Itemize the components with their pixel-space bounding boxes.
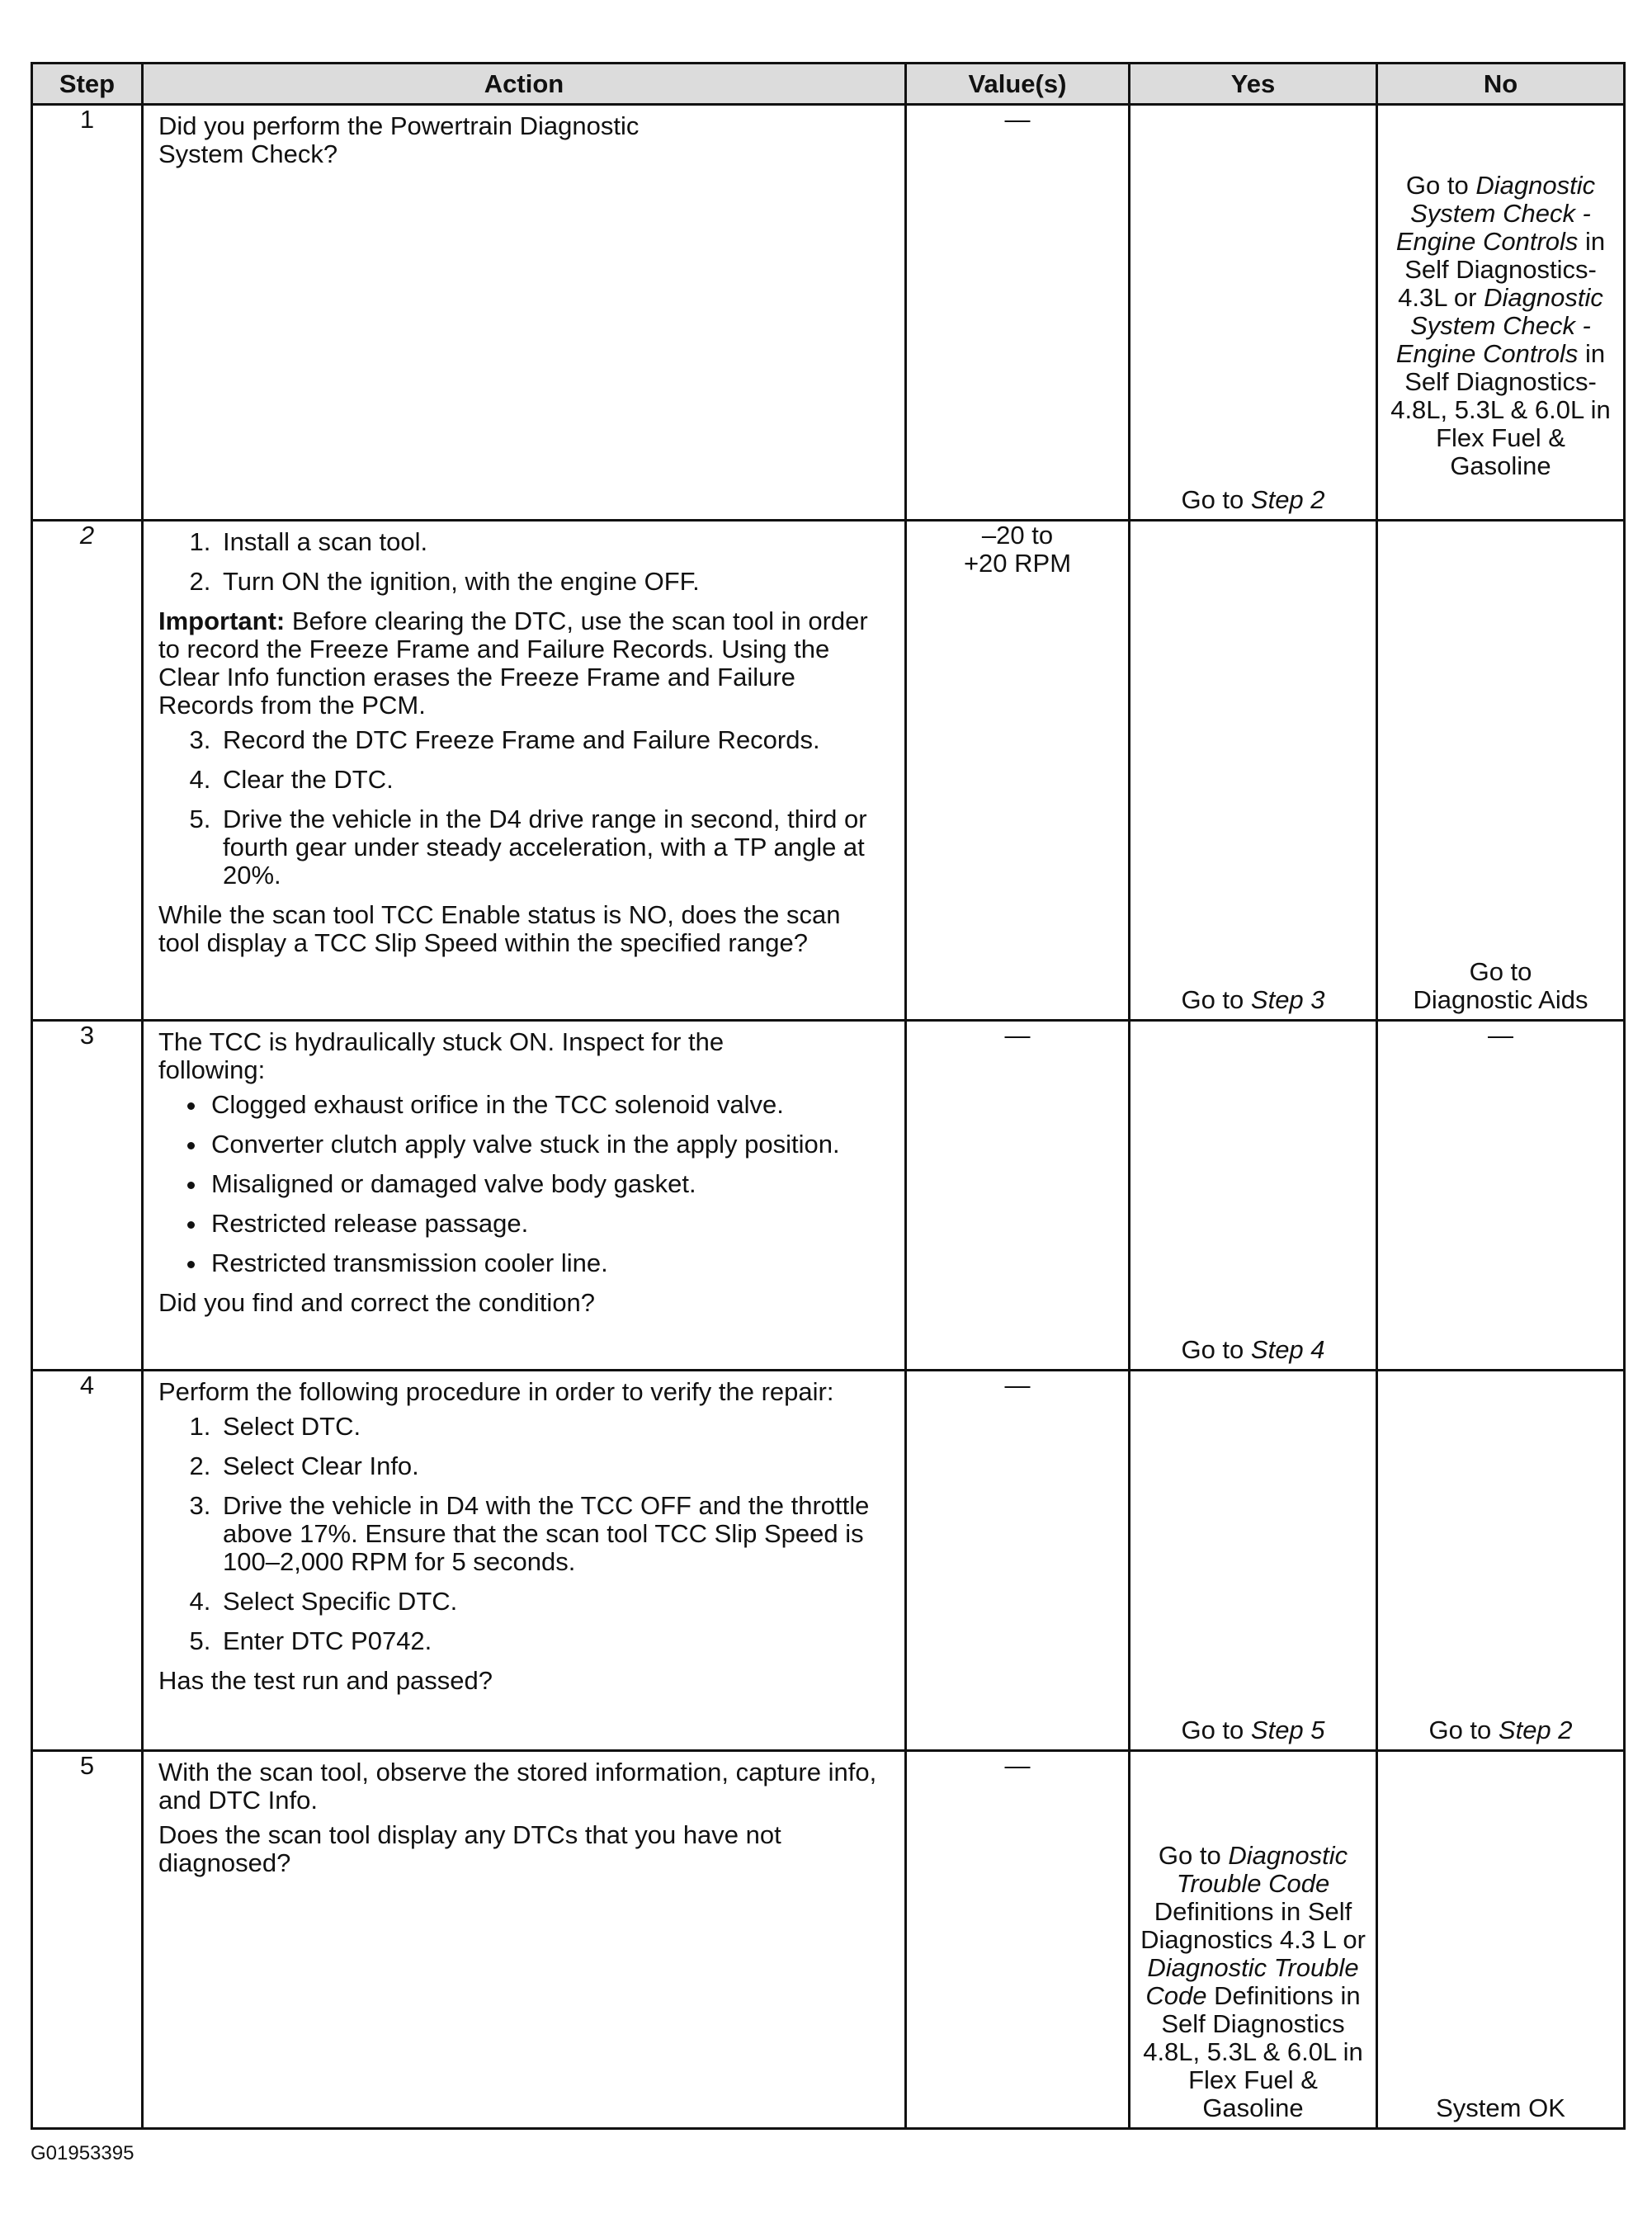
procedure-step: 1. Install a scan tool.	[218, 528, 891, 556]
procedure-list	[158, 1413, 891, 1655]
header-values: Value(s)	[906, 64, 1130, 105]
no-text-part: Go to	[1405, 171, 1476, 200]
table-row-step-4	[32, 1371, 1625, 1751]
important-note	[158, 607, 891, 720]
inspection-item: • Restricted transmission cooler line.	[208, 1249, 891, 1277]
action-question: Has the test run and passed?	[158, 1666, 493, 1695]
action-question: Did you find and correct the condition?	[158, 1288, 596, 1317]
step-number: 2	[32, 521, 143, 1021]
yes-step-link[interactable]: Step 5	[1250, 1716, 1325, 1744]
yes-step-link[interactable]: Step 3	[1250, 985, 1325, 1014]
no-cell: —	[1377, 1021, 1625, 1371]
yes-text-part: Go to	[1158, 1841, 1229, 1870]
action-observe: With the scan tool, observe the stored information, capture info, and DTC Info.	[158, 1758, 877, 1815]
yes-cell	[1130, 1371, 1377, 1751]
procedure-step: 2. Turn ON the ignition, with the engine OFF.	[218, 568, 891, 596]
yes-goto[interactable]	[1130, 486, 1376, 514]
no-goto[interactable]	[1378, 1716, 1623, 1744]
header-no: No	[1377, 64, 1625, 105]
yes-step-link[interactable]: Step 4	[1250, 1335, 1325, 1364]
procedure-step: 4. Select Specific DTC.	[218, 1588, 891, 1616]
yes-link-dtc-definitions[interactable]: Diagnostic Trouble Code	[1176, 1841, 1348, 1898]
no-text-part: in Self Diagnostics-4.8L, 5.3L & 6.0L in Flex Fuel & Gasoline	[1390, 339, 1611, 480]
yes-link-dtc-definitions-2[interactable]: Diagnostic Trouble Code	[1145, 1953, 1359, 2010]
no-result: System OK	[1436, 2093, 1565, 2122]
action-intro: The TCC is hydraulically stuck ON. Inspect for the following:	[158, 1027, 725, 1084]
no-cell	[1377, 1371, 1625, 1751]
action-cell	[143, 1021, 906, 1371]
no-cell	[1377, 1751, 1625, 2129]
action-question: Did you perform the Powertrain Diagnostic System Check?	[158, 111, 640, 168]
action-question: While the scan tool TCC Enable status is NO, does the scan tool display a TCC Slip Speed within the specified range?	[158, 900, 841, 957]
yes-cell	[1130, 1021, 1377, 1371]
step-number: 1	[32, 105, 143, 521]
value-range-line2: +20 RPM	[963, 549, 1072, 578]
yes-cell	[1130, 105, 1377, 521]
procedure-step: 5. Drive the vehicle in the D4 drive range in second, third or fourth gear under steady acceleration, with a TP angle at 20%.	[218, 805, 891, 890]
inspection-list	[158, 1091, 891, 1277]
yes-goto[interactable]	[1130, 1336, 1376, 1364]
figure-id: G01953395	[31, 2142, 135, 2164]
table-row-step-2	[32, 521, 1625, 1021]
inspection-item: • Clogged exhaust orifice in the TCC solenoid valve.	[208, 1091, 891, 1119]
action-cell	[143, 105, 906, 521]
no-goto[interactable]	[1378, 958, 1623, 1014]
table-row-step-3	[32, 1021, 1625, 1371]
yes-goto[interactable]	[1130, 986, 1376, 1014]
important-text: Before clearing the DTC, use the scan tool in order to record the Freeze Frame and Failure Records. Using the Clear Info function erases the Freeze Frame and Failure Records from the PCM.	[158, 606, 868, 720]
no-cell	[1377, 521, 1625, 1021]
no-prefix: Go to	[1428, 1716, 1499, 1744]
procedure-step: 2. Select Clear Info.	[218, 1452, 891, 1480]
yes-step-link[interactable]: Step 2	[1250, 485, 1325, 514]
value-cell: —	[906, 1371, 1130, 1751]
step-number: 3	[32, 1021, 143, 1371]
action-intro: Perform the following procedure in order to verify the repair:	[158, 1377, 834, 1406]
table-row-step-5	[32, 1751, 1625, 2129]
step-number: 4	[32, 1371, 143, 1751]
procedure-step: 5. Enter DTC P0742.	[218, 1627, 891, 1655]
action-cell	[143, 1371, 906, 1751]
yes-text-part: Definitions in Self Diagnostics 4.8L, 5.3L & 6.0L in Flex Fuel & Gasoline	[1143, 1981, 1363, 2122]
value-cell: —	[906, 1021, 1130, 1371]
no-goto-text	[1378, 172, 1623, 480]
value-cell: —	[906, 105, 1130, 521]
procedure-step: 3. Record the DTC Freeze Frame and Failure Records.	[218, 726, 891, 754]
important-label: Important:	[158, 606, 286, 635]
action-question: Does the scan tool display any DTCs that you have not diagnosed?	[158, 1820, 781, 1877]
yes-cell	[1130, 1751, 1377, 2129]
inspection-item: • Converter clutch apply valve stuck in the apply position.	[208, 1130, 891, 1159]
procedure-step: 3. Drive the vehicle in D4 with the TCC OFF and the throttle above 17%. Ensure that the scan tool TCC Slip Speed is 100–2,000 RPM for 5 seconds.	[218, 1492, 891, 1576]
procedure-step: 4. Clear the DTC.	[218, 766, 891, 794]
header-step: Step	[32, 64, 143, 105]
header-row	[32, 64, 1625, 105]
yes-goto	[1130, 1842, 1376, 2122]
yes-cell	[1130, 521, 1377, 1021]
procedure-list-continued	[158, 726, 891, 890]
header-action: Action	[143, 64, 906, 105]
no-link-diagnostic-system-check-2[interactable]: Diagnostic System Check -Engine Controls	[1395, 283, 1603, 368]
action-cell	[143, 521, 906, 1021]
inspection-item: • Misaligned or damaged valve body gasket.	[208, 1170, 891, 1198]
step-number: 5	[32, 1751, 143, 2129]
no-step-link[interactable]: Step 2	[1498, 1716, 1573, 1744]
value-cell	[906, 521, 1130, 1021]
yes-prefix: Go to	[1181, 1335, 1251, 1364]
value-range-line1: –20 to	[981, 521, 1054, 550]
no-link-diagnostic-aids[interactable]: Diagnostic Aids	[1413, 985, 1588, 1014]
no-cell	[1377, 105, 1625, 521]
action-cell	[143, 1751, 906, 2129]
inspection-item: • Restricted release passage.	[208, 1210, 891, 1238]
no-link-diagnostic-system-check[interactable]: Diagnostic System Check - Engine Controls	[1395, 171, 1596, 256]
table-row-step-1	[32, 105, 1625, 521]
yes-goto[interactable]	[1130, 1716, 1376, 1744]
yes-prefix: Go to	[1181, 485, 1251, 514]
diagnostic-table	[31, 62, 1626, 2130]
yes-text-part: Definitions in Self Diagnostics 4.3 L or	[1140, 1897, 1366, 1954]
no-prefix: Go to	[1469, 957, 1532, 986]
value-cell: —	[906, 1751, 1130, 2129]
no-text-part: in Self Diagnostics- 4.3L or	[1398, 227, 1606, 312]
yes-prefix: Go to	[1181, 985, 1251, 1014]
procedure-list	[158, 528, 891, 596]
yes-prefix: Go to	[1181, 1716, 1251, 1744]
procedure-step: 1. Select DTC.	[218, 1413, 891, 1441]
header-yes: Yes	[1130, 64, 1377, 105]
